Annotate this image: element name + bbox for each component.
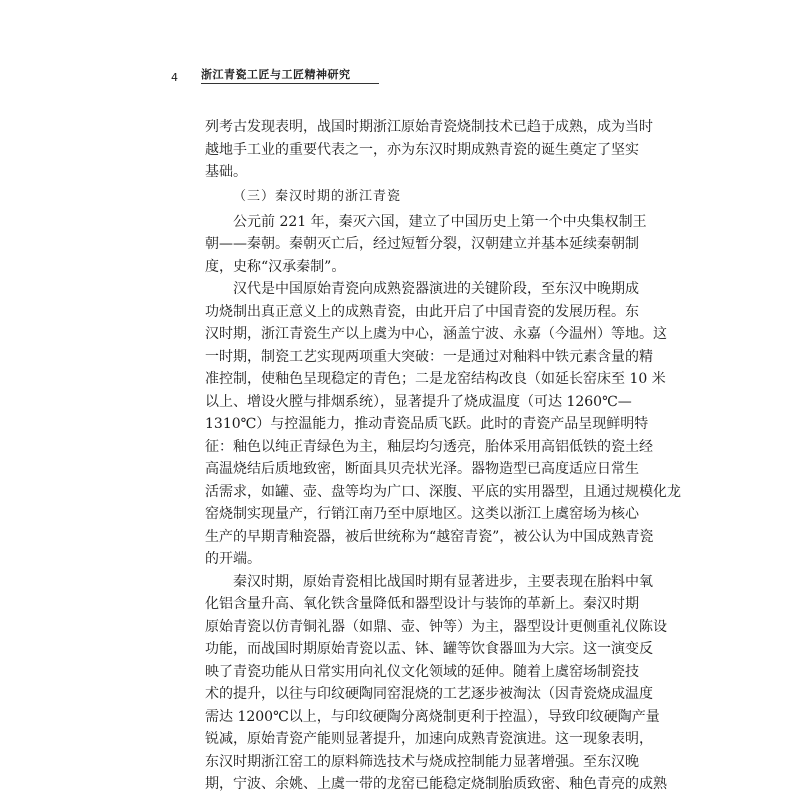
text-line: 征：釉色以纯正青绿色为主，釉层均匀透亮，胎体采用高铝低铁的瓷土经	[205, 438, 653, 455]
text-line: 活需求，如罐、壶、盘等均为广口、深腹、平底的实用器型，且通过规模化龙	[205, 483, 681, 500]
text-line: 化铝含量升高、氧化铁含量降低和器型设计与装饰的革新上。秦汉时期	[205, 596, 639, 612]
text-line: 需达 1200℃以上，与印纹硬陶分离烧制更利于控温），导致印纹硬陶产量	[205, 708, 660, 725]
text-line: 锐减，原始青瓷产能则显著提升，加速向成熟青瓷演进。这一现象表明，	[205, 731, 653, 747]
text-line: 度，史称“汉承秦制”。	[205, 258, 346, 275]
text-line: 列考古发现表明，战国时期浙江原始青瓷烧制技术已趋于成熟，成为当时	[205, 119, 653, 135]
text-line: 映了青瓷功能从日常实用向礼仪文化领域的延伸。随着上虞窑场制瓷技	[205, 663, 639, 680]
text-line: 功烧制出真正意义上的成熟青瓷，由此开启了中国青瓷的发展历程。东	[205, 303, 639, 320]
text-line: 的开端。	[205, 551, 261, 567]
text-line: 一时期，制瓷工艺实现两项重大突破：一是通过对釉料中铁元素含量的精	[205, 348, 653, 365]
text-line: 朝——秦朝。秦朝灭亡后，经过短暂分裂，汉朝建立并基本延续秦朝制	[205, 236, 639, 252]
text-line: 期，宁波、余姚、上虞一带的龙窑已能稳定烧制胎质致密、釉色青亮的成熟	[205, 776, 667, 792]
text-line: 东汉时期浙江窑工的原料筛选技术与烧成控制能力显著增强。至东汉晚	[205, 753, 639, 770]
text-line: 高温烧结后质地致密，断面具贝壳状光泽。器物造型已高度适应日常生	[205, 461, 639, 477]
running-title: 浙江青瓷工匠与工匠精神研究	[201, 66, 379, 84]
text-line: 汉时期，浙江青瓷生产以上虞为中心，涵盖宁波、永嘉（今温州）等地。这	[205, 326, 667, 342]
text-line: 准控制，使釉色呈现稳定的青色；二是龙窑结构改良（如延长窑床至 10 米	[205, 371, 666, 387]
body-text	[205, 116, 681, 796]
text-line: 越地手工业的重要代表之一，亦为东汉时期成熟青瓷的诞生奠定了坚实	[205, 141, 639, 158]
text-line: 以上、增设火膛与排烟系统），显著提升了烧成温度（可达 1260℃—	[205, 393, 632, 410]
section-heading: （三）秦汉时期的浙江青瓷	[233, 188, 402, 204]
page-number: 4	[171, 71, 178, 84]
text-line: 1310℃）与控温能力，推动青瓷品质飞跃。此时的青瓷产品呈现鲜明特	[205, 416, 649, 432]
running-header	[171, 68, 379, 84]
text-line: 窑烧制实现量产，行销江南乃至中原地区。这类以浙江上虞窑场为核心	[205, 506, 639, 522]
text-line: 生产的早期青釉瓷器，被后世统称为“越窑青瓷”，被公认为中国成熟青瓷	[205, 528, 654, 545]
text-line: 术的提升，以往与印纹硬陶同窑混烧的工艺逐步被淘汰（因青瓷烧成温度	[205, 686, 653, 702]
text-line: 汉代是中国原始青瓷向成熟瓷器演进的关键阶段，至东汉中晚期成	[233, 281, 639, 297]
text-line: 功能，而战国时期原始青瓷以盂、钵、罐等饮食器皿为大宗。这一演变反	[205, 641, 653, 657]
text-line: 原始青瓷以仿青铜礼器（如鼎、壶、钟等）为主，器型设计更侧重礼仪陈设	[205, 618, 667, 635]
text-line: 基础。	[205, 164, 247, 180]
text-line: 公元前 221 年，秦灭六国，建立了中国历史上第一个中央集权制王	[233, 213, 647, 230]
text-line: 秦汉时期，原始青瓷相比战国时期有显著进步，主要表现在胎料中氧	[233, 573, 653, 590]
